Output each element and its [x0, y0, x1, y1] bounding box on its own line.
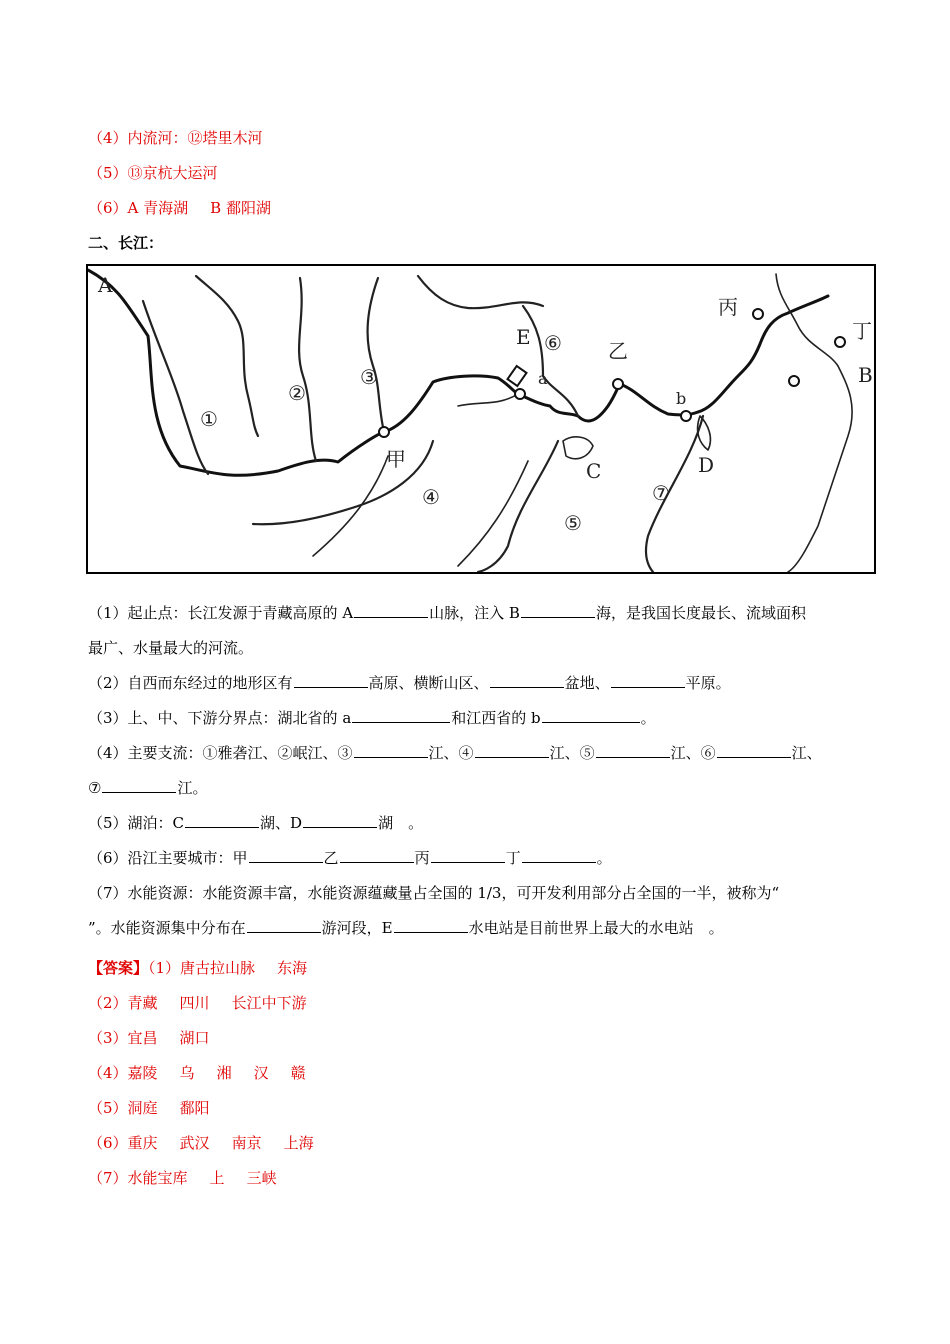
point-b-marker [681, 411, 691, 421]
q2-blank-1[interactable] [294, 673, 368, 688]
map-label-a: a [538, 369, 548, 388]
question-5 [88, 813, 423, 833]
answer-4-b: 乌 [179, 1064, 195, 1082]
prev-answer-5-text: （5）⑬京杭大运河 [88, 164, 218, 182]
q5-blank-2[interactable] [303, 813, 377, 828]
answer-4-c: 湘 [216, 1064, 232, 1082]
map-label-r2: ② [288, 381, 306, 405]
prev-answer-6 [88, 198, 271, 218]
answer-line-1 [88, 958, 307, 978]
prev-answer-6-b: B 鄱阳湖 [210, 199, 271, 217]
question-3 [88, 708, 656, 728]
map-label-r1: ① [200, 407, 218, 431]
answer-7-a: （7）水能宝库 [88, 1169, 188, 1187]
map-label-bing: 丙 [718, 295, 738, 319]
answer-4-a: （4）嘉陵 [88, 1064, 158, 1082]
q4-text-d: 江、⑥ [670, 744, 716, 762]
city-yi-marker [613, 379, 623, 389]
three-gorges-dam-icon [507, 366, 526, 386]
q5-text-a: （5）湖泊：C [88, 814, 185, 832]
answer-7-c: 三峡 [246, 1169, 277, 1187]
question-1-line-2: 最广、水量最大的河流。 [88, 639, 254, 657]
q2-blank-3[interactable] [611, 673, 685, 688]
q7-blank-1[interactable] [247, 918, 321, 933]
yangtze-map [86, 264, 876, 574]
q2-text-c: 盆地、 [564, 674, 610, 692]
q4-blank-3[interactable] [596, 743, 670, 758]
river-wu [253, 441, 433, 524]
answer-4-d: 汉 [253, 1064, 269, 1082]
answer-6-c: 南京 [231, 1134, 262, 1152]
q6-blank-1[interactable] [249, 848, 323, 863]
question-4-line-1 [88, 743, 822, 763]
city-jia-marker [379, 427, 389, 437]
river-xiang-branch [458, 461, 528, 566]
answer-6-b: 武汉 [179, 1134, 210, 1152]
answer-line-5 [88, 1098, 210, 1118]
q4-text-f: ⑦ [88, 779, 102, 797]
map-label-yi: 乙 [608, 339, 628, 363]
q2-text-a: （2）自西而东经过的地形区有 [88, 674, 293, 692]
answer-line-3 [88, 1028, 210, 1048]
q4-blank-4[interactable] [717, 743, 791, 758]
answer-6-d: 上海 [283, 1134, 314, 1152]
answer-2-a: （2）青藏 [88, 994, 158, 1012]
yangtze-map-svg [88, 266, 874, 572]
q3-text-a: （3）上、中、下游分界点：湖北省的 a [88, 709, 352, 727]
q1-blank-2[interactable] [521, 603, 595, 618]
answer-line-7 [88, 1168, 277, 1188]
map-label-A: A [98, 273, 113, 297]
river-min [299, 278, 316, 461]
question-6 [88, 848, 612, 868]
q7-text-d: 水电站是目前世界上最大的水电站 。 [468, 919, 724, 937]
answer-2-c: 长江中下游 [231, 994, 307, 1012]
q2-text-b: 高原、横断山区、 [368, 674, 489, 692]
prev-answer-5 [88, 163, 218, 183]
question-1-line-1 [88, 603, 806, 623]
question-2 [88, 673, 731, 693]
q3-text-c: 。 [640, 709, 656, 727]
map-label-b: b [676, 389, 687, 408]
map-label-C: C [586, 459, 602, 483]
q7-text-b: ”。水能资源集中分布在 [88, 919, 246, 937]
q1-text-b: 山脉，注入 B [429, 604, 520, 622]
q1-blank-1[interactable] [354, 603, 428, 618]
q6-text-b: 乙 [323, 849, 339, 867]
answer-label: 【答案】 [88, 959, 149, 977]
section-title: 二、长江： [88, 234, 164, 252]
q5-text-b: 湖、D [260, 814, 303, 832]
answer-1-b: 东海 [277, 959, 308, 977]
q5-blank-1[interactable] [185, 813, 259, 828]
q4-text-b: 江、④ [428, 744, 474, 762]
question-7-line-1: （7）水能资源：水能资源丰富，水能资源蕴藏量占全国的 1/3，可开发利用部分占全国的一半，被称为“ [88, 884, 780, 902]
q4-text-a: （4）主要支流：①雅砻江、②岷江、③ [88, 744, 353, 762]
map-label-r6: ⑥ [544, 331, 562, 355]
q6-blank-3[interactable] [431, 848, 505, 863]
point-B-marker [789, 376, 799, 386]
map-label-D: D [698, 453, 715, 477]
question-7-line-2 [88, 918, 724, 938]
map-label-r7: ⑦ [652, 481, 670, 505]
q2-text-d: 平原。 [685, 674, 731, 692]
q7-text-c: 游河段，E [321, 919, 393, 937]
map-label-r5: ⑤ [564, 511, 582, 535]
answer-3-a: （3）宜昌 [88, 1029, 158, 1047]
map-label-jia: 甲 [386, 447, 406, 471]
prev-answer-4-text: （4）内流河：⑫塔里木河 [88, 129, 263, 147]
coastline [776, 274, 852, 572]
prev-answer-6-a: （6）A 青海湖 [88, 199, 189, 217]
q6-blank-2[interactable] [340, 848, 414, 863]
river-wu-branch [313, 456, 388, 556]
q4-blank-2[interactable] [475, 743, 549, 758]
river-jialing-branch [418, 276, 543, 308]
answer-5-a: （5）洞庭 [88, 1099, 158, 1117]
q4-blank-1[interactable] [354, 743, 428, 758]
yangtze-main-river [88, 270, 828, 475]
q2-blank-2[interactable] [490, 673, 564, 688]
city-ding-marker [835, 337, 845, 347]
point-a-marker [515, 389, 525, 399]
map-label-ding: 丁 [852, 319, 872, 343]
q3-blank-2[interactable] [542, 708, 640, 723]
q6-text-a: （6）沿江主要城市：甲 [88, 849, 248, 867]
q6-text-e: 。 [596, 849, 612, 867]
answer-1-a: （1）唐古拉山脉 [148, 959, 256, 977]
river-north-branch [458, 394, 518, 406]
map-label-r4: ④ [422, 485, 440, 509]
question-4-line-2 [88, 778, 207, 798]
map-label-E: E [516, 325, 531, 349]
map-label-r3: ③ [360, 365, 378, 389]
q6-text-c: 丙 [414, 849, 430, 867]
answer-line-2 [88, 993, 307, 1013]
q3-blank-1[interactable] [352, 708, 450, 723]
q1-text-c: 海，是我国长度最长、流域面积 [595, 604, 806, 622]
q4-blank-5[interactable] [102, 778, 176, 793]
answer-4-e: 赣 [290, 1064, 306, 1082]
q4-text-c: 江、⑤ [549, 744, 595, 762]
answer-5-b: 鄱阳 [179, 1099, 210, 1117]
answer-line-6 [88, 1133, 314, 1153]
answer-line-4 [88, 1063, 306, 1083]
river-xiang [478, 441, 558, 572]
q7-blank-2[interactable] [394, 918, 468, 933]
answer-6-a: （6）重庆 [88, 1134, 158, 1152]
q6-text-d: 丁 [505, 849, 521, 867]
map-label-B: B [858, 363, 873, 387]
q3-text-b: 和江西省的 b [451, 709, 541, 727]
river-jialing [368, 278, 384, 432]
prev-answer-4 [88, 128, 263, 148]
answer-7-b: 上 [209, 1169, 225, 1187]
q1-text-a: （1）起止点：长江发源于青藏高原的 A [88, 604, 354, 622]
q6-blank-4[interactable] [522, 848, 596, 863]
lake-dongting-shape [563, 437, 593, 459]
q4-text-g: 江。 [177, 779, 208, 797]
answer-2-b: 四川 [179, 994, 210, 1012]
q5-text-c: 湖 。 [378, 814, 424, 832]
city-bing-marker [753, 309, 763, 319]
answer-3-b: 湖口 [179, 1029, 210, 1047]
q4-text-e: 江、 [791, 744, 822, 762]
lake-poyang-shape [698, 416, 711, 450]
